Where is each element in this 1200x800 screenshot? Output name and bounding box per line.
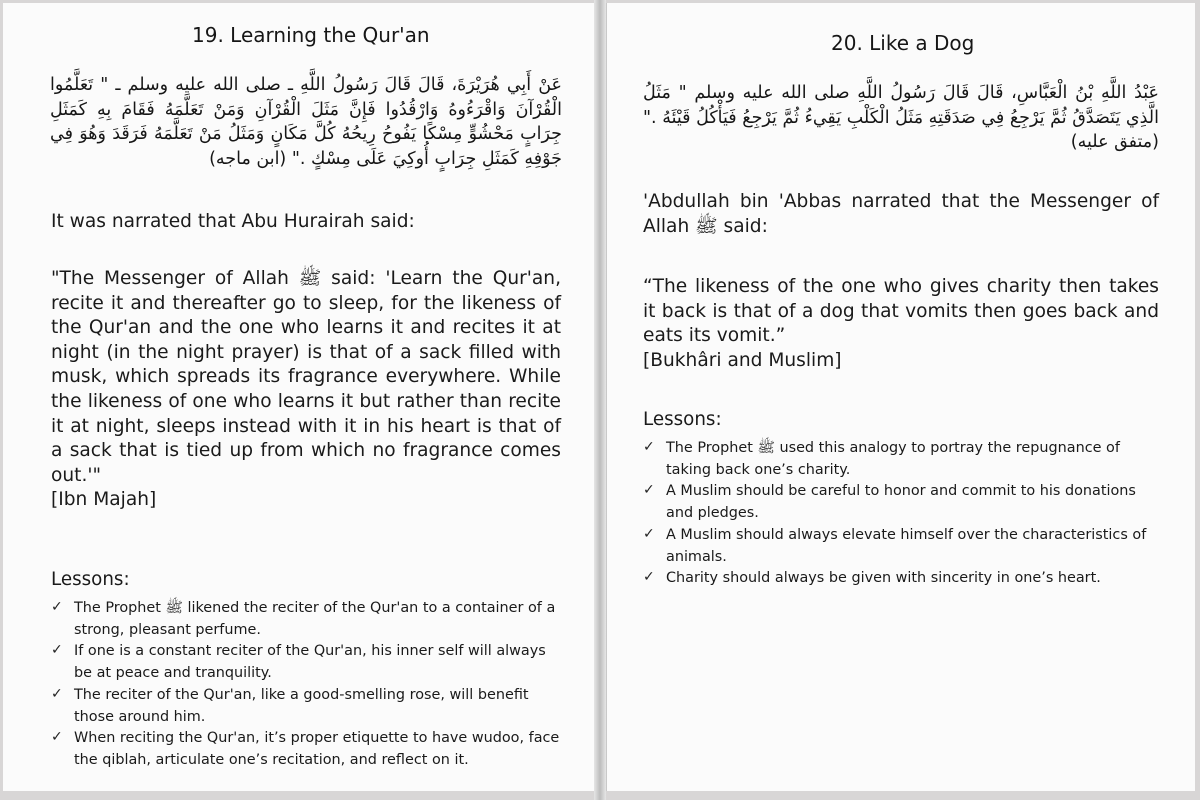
left-page-title: 19. Learning the Qur'an bbox=[192, 23, 430, 47]
right-lessons-list bbox=[643, 438, 1157, 590]
left-hadith-translation: "The Messenger of Allah ﷺ said: 'Learn the Qur'an, recite it and thereafter go to sleep, for the likeness of the Qur'an and the one who learns it and recites it at night (in the night prayer) is that of a sack filled with musk, which spreads its fragrance everywhere. While the likeness of one who learns it but rather than recite it at night, sleeps instead with it in his heart is that of a sack that is tied up from which no fragrance comes out.'" bbox=[51, 268, 561, 486]
lesson-text: The Prophet ﷺ used this analogy to portray the repugnance of taking back one’s charity. bbox=[666, 440, 1120, 478]
list-item bbox=[51, 598, 560, 641]
checkmark-icon: ✓ bbox=[51, 642, 63, 659]
lesson-text: If one is a constant reciter of the Qur'an, his inner self will always be at peace and tranquility. bbox=[74, 643, 546, 682]
list-item bbox=[643, 481, 1157, 524]
lesson-text: A Muslim should be careful to honor and commit to his donations and pledges. bbox=[666, 483, 1136, 522]
list-item bbox=[51, 728, 560, 771]
lesson-text: Charity should always be given with sincerity in one’s heart. bbox=[666, 570, 1101, 587]
list-item bbox=[643, 568, 1157, 590]
list-item bbox=[51, 641, 560, 684]
checkmark-icon: ✓ bbox=[643, 439, 655, 455]
left-arabic-hadith: عَنْ أَبِي هُرَيْرَةَ، قَالَ قَالَ رَسُولُ اللَّهِ ـ صلى الله عليه وسلم ـ " تَعَلَّمُوا الْقُرْآنَ وَاقْرَءُوهُ وَارْقُدُوا فَإِنَّ مَثَلَ الْقُرْآنِ وَمَنْ تَعَلَّمَهُ فَقَامَ بِهِ كَمَثَلِ جِرَابٍ مَحْشُوٍّ مِسْكًا يَفُوحُ رِيحُهُ كُلَّ مَكَانٍ وَمَثَلُ مَنْ تَعَلَّمَهُ فَرَقَدَ وَهُوَ فِي جَوْفِهِ كَمَثَلِ جِرَابٍ أُوكِيَ عَلَى مِسْكٍ ." (ابن ماجه) bbox=[50, 75, 562, 169]
left-lessons-heading: Lessons: bbox=[51, 569, 130, 590]
right-hadith-block bbox=[643, 275, 1159, 373]
lesson-text: The reciter of the Qur'an, like a good-smelling rose, will benefit those around him. bbox=[74, 686, 529, 725]
lesson-text: The Prophet ﷺ likened the reciter of the Qur'an to a container of a strong, pleasant perfume. bbox=[74, 600, 556, 638]
list-item bbox=[643, 525, 1157, 568]
left-source: [Ibn Majah] bbox=[51, 489, 157, 511]
lesson-text: A Muslim should always elevate himself over the characteristics of animals. bbox=[666, 526, 1147, 565]
lesson-text: When reciting the Qur'an, it’s proper etiquette to have wudoo, face the qiblah, articulate one’s recitation, and reflect on it. bbox=[74, 730, 560, 768]
left-intro: It was narrated that Abu Hurairah said: bbox=[51, 211, 415, 232]
checkmark-icon: ✓ bbox=[643, 482, 655, 499]
right-intro-block bbox=[643, 190, 1159, 239]
checkmark-icon: ✓ bbox=[643, 525, 655, 542]
left-hadith-block bbox=[51, 267, 561, 513]
right-source: [Bukhâri and Muslim] bbox=[643, 349, 842, 371]
list-item bbox=[51, 685, 560, 728]
right-hadith-translation: “The likeness of the one who gives charity then takes it back is that of a dog that vomits then goes back and eats its vomit.” bbox=[643, 276, 1159, 347]
left-page bbox=[3, 3, 595, 791]
right-intro: 'Abdullah bin 'Abbas narrated that the Messenger of Allah ﷺ said: bbox=[643, 191, 1159, 237]
left-lessons-list bbox=[51, 598, 560, 772]
list-item bbox=[643, 438, 1157, 481]
checkmark-icon: ✓ bbox=[51, 599, 63, 615]
right-page-title: 20. Like a Dog bbox=[831, 31, 975, 55]
right-lessons-heading: Lessons: bbox=[643, 409, 722, 430]
checkmark-icon: ✓ bbox=[51, 729, 63, 746]
checkmark-icon: ✓ bbox=[51, 685, 63, 702]
book-gutter bbox=[594, 0, 606, 800]
right-page bbox=[606, 3, 1195, 791]
checkmark-icon: ✓ bbox=[643, 569, 655, 586]
right-arabic-hadith: عَبْدُ اللَّهِ بْنُ الْعَبَّاسِ، قَالَ قَالَ رَسُولُ اللَّهِ صلى الله عليه وسلم " مَثَلُ الَّذِي يَتَصَدَّقُ ثُمَّ يَرْجِعُ فِي صَدَقَتِهِ مَثَلُ الْكَلْبِ يَقِيءُ ثُمَّ يَرْجِعُ فَيَأْكُلُ قَيْئَهُ ." (متفق عليه) bbox=[643, 83, 1159, 152]
